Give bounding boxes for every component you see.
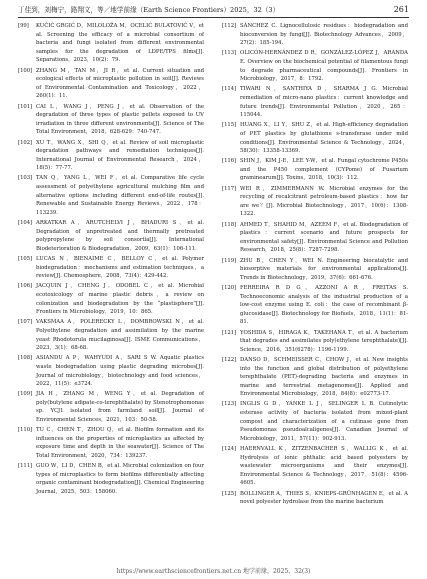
reference-text: ARKATKAR A，ARUTCHELVI J，BHADURI S，et al. Degradation of unpretreated and thermally pretreated polypropylene by soil consortia[J]. International Biodeterioration & Biodegradation，2009，63(1)：106-111. xyxy=(36,220,204,252)
reference-text: TIWARI N，SANTHIYA D，SHARMA J G. Microbial remediation of micro-nano plastics：current knowledge and future trends[J]. Environmental Pollution，2020，265：115044. xyxy=(240,86,408,119)
running-header-citation: 丁佳到，刘梅宁，路翔文，等／地学前缘（Earth Science Frontiers）2025，32（3） xyxy=(18,6,280,14)
left-reference-column xyxy=(18,22,204,498)
reference-entry xyxy=(18,426,204,460)
reference-entry xyxy=(18,255,204,281)
reference-number: [115] xyxy=(222,122,237,129)
reference-number: [125] xyxy=(222,490,237,497)
reference-entry xyxy=(18,139,204,173)
page-number: 261 xyxy=(393,5,409,14)
reference-entry xyxy=(18,354,204,388)
reference-text: ZHU B，CHEN Y，WEI N. Engineering biocatalytic and biosorptive materials for environmental applications[J]. Trends in Biotechnology，2019，37(6)：661-676. xyxy=(240,257,408,281)
reference-number: [99] xyxy=(18,23,29,29)
reference-number: [124] xyxy=(222,446,237,453)
reference-number: [104] xyxy=(18,220,33,227)
reference-text: XU T，WANG X，SHI Q，et al. Review of soil microplastic degradation pathways and remediation techniques[J]. International Journal of Environmental Research，2024，18(5)：77-77. xyxy=(36,139,204,172)
reference-number: [105] xyxy=(18,256,33,262)
reference-number: [108] xyxy=(18,355,33,362)
page-footer: https://www.earthsciencefrontiers.net.cn 地学前缘，2025，32(3) xyxy=(116,568,311,575)
reference-text: AHMED T，SHAHID M，AZEEM F，et al. Biodegradation of plastics：current scenario and future prospects for environmental safety[J]. Environmental Science and Pollution Research，2018，25(8)：7287-7298. xyxy=(240,221,408,254)
running-header xyxy=(18,4,409,16)
reference-text: HUANG X，LI Y，SHU Z，et al. High-efficiency degradation of PET plastics by glutathione s-transferase under mild conditions[J]. Environmental Science & Technology，2024，58(30)：13358-13369. xyxy=(240,122,408,155)
reference-entry xyxy=(18,22,204,65)
reference-entry xyxy=(18,318,204,352)
reference-text: ASIANDU A P，WAHYUDI A，SARI S W. Aquatic plastics waste biodegradation using plastic degrading microbes[J]. Journal of microbiology，biotechnology and food sciences，2022，11(5)：e3724. xyxy=(36,355,204,388)
reference-number: [103] xyxy=(18,175,33,182)
reference-text: TAN Q，YANG L，WEI F，et al. Comparative life cycle assessment of polyethylene agricultural mulching film and alternative options including different end-of-life routes[J]. Renewable and Sustainable Energy Reviews，2022，178：113239. xyxy=(36,175,204,216)
reference-entry xyxy=(18,219,204,253)
reference-text: VAKSMAA A，POLERECKY L，DOMBROWSKI N，et al. Polyethylene degradation and assimilation by the marine yeast Rhodotorula mucilaginosa[J]. ISME Communications，2023，3(1)：68-68. xyxy=(36,319,204,352)
reference-text: DANSO D，SCHMEISSER C，CHOW J，et al. New insights into the function and global distribution of polyethylene terephthalate (PET)-degrading bacteria and enzymes in marine and terrestrial metagenomes[J]. Applied and Environmental Microbiology，2018，84(8)：e02773-17. xyxy=(240,356,408,398)
reference-entry xyxy=(222,490,408,507)
reference-entry xyxy=(222,356,408,399)
reference-number: [101] xyxy=(18,103,33,110)
reference-entry xyxy=(222,22,408,48)
reference-text: JACQUIN J，CHENG J，ODOBEL C，et al. Microbial ecotoxicology of marine plastic debris，a review on colonization and biodegradation by the “plastisphere”[J]. Frontiers in Microbiology，2019，10：865. xyxy=(36,283,204,316)
reference-number: [123] xyxy=(222,401,237,408)
reference-entry xyxy=(222,445,408,488)
reference-text: SHIN J，KIM J-E，LEE Y-W，et al. Fungal cytochrome P450s and the P450 complement (CYPome) of Fusarium graminearum[J]. Toxins，2018，10(3)：112. xyxy=(240,158,408,182)
reference-number: [112] xyxy=(222,23,237,29)
reference-number: [109] xyxy=(18,391,33,398)
reference-number: [111] xyxy=(18,463,33,470)
reference-text: SÁNCHEZ C. Lignocellulosic residues：biodegradation and bioconversion by fungi[J]. Biotechnology Advances，2009，27(2)：185-194. xyxy=(240,23,408,47)
reference-entry xyxy=(222,85,408,119)
reference-number: [114] xyxy=(222,86,237,93)
reference-number: [119] xyxy=(222,257,237,264)
reference-text: TU C，CHEN T，ZHOU Q，et al. Biofilm formation and its influences on the properties of microplastics as affected by exposure time and depth in the seawater[J]. Science of The Total Environment，2020，734：139237. xyxy=(36,427,204,460)
reference-number: [102] xyxy=(18,139,33,146)
reference-number: [100] xyxy=(18,67,33,74)
reference-number: [121] xyxy=(222,329,237,336)
reference-text: GUO W，LI D，CHEN B，et al. Microbial colonization on four types of microplastics to form biofilms differentially affecting organic contaminant biodegradation[J]. Chemical Engineering Journal，2025，503：158060. xyxy=(36,463,204,495)
reference-number: [122] xyxy=(222,356,237,363)
reference-text: CAI L，WANG J，PENG J，et al. Observation of the degradation of three types of plastic pellets exposed to UV irradiation in three different environments[J]. Science of The Total Environment，2018，628-629：740-747. xyxy=(36,103,204,136)
reference-entry xyxy=(222,257,408,283)
reference-entry xyxy=(222,185,408,219)
reference-entry xyxy=(18,282,204,316)
reference-number: [107] xyxy=(18,319,33,326)
reference-text: HAERNVALL K，ZITZENBACHER S，WALLIG K，et al. Hydrolysis of ionic phthalic acid based polyesters by wastewater microorganisms and their enzymes[J]. Environmental Science & Technology，2017，51(8)：4596-4605. xyxy=(240,446,408,487)
reference-entry xyxy=(18,390,204,424)
reference-entry xyxy=(222,121,408,155)
reference-text: YOSHIDA S，HIRAGA K，TAKEHANA T，et al. A bacterium that degrades and assimilates poly(ethylene terephthalate)[J]. Science，2016，351(6278)：1196-1199. xyxy=(240,329,408,353)
reference-text: WEI R，ZIMMERMANN W. Microbial enzymes for the recycling of recalcitrant petroleum-based plastics：how far are we？[J]. Microbial Biotechnology，2017，10(6)：1308-1322. xyxy=(240,185,408,218)
reference-number: [118] xyxy=(222,221,237,228)
reference-entry xyxy=(18,67,204,101)
reference-number: [116] xyxy=(222,158,237,165)
reference-entry xyxy=(222,49,408,83)
reference-entry xyxy=(18,462,204,496)
reference-number: [120] xyxy=(222,284,237,291)
header-rule xyxy=(18,17,409,18)
reference-entry xyxy=(222,329,408,355)
reference-text: FERREIRA R D G，AZZONI A R，FREITAS S. Technoeconomic analysis of the industrial production of a low-cost enzyme using E. coli：the case of recombinant β-glucosidase[J]. Biotechnology for Biofuels，2018，11(1)：81-81. xyxy=(240,284,408,326)
reference-entry xyxy=(18,174,204,217)
reference-text: ZHANG M，TAN M，JI R，et al. Current situation and ecological effects of microplastic pollution in soil[J]. Reviews of Environmental Contamination and Toxicology，2022，260(1)：11. xyxy=(36,67,204,100)
right-reference-column xyxy=(222,22,408,508)
reference-number: [117] xyxy=(222,185,237,192)
reference-text: LUCAS N，BIENAIME C，BELLOY C，et al. Polymer biodegradation：mechanisms and estimation techniques，a review[J]. Chemosphere，2008，73(4)：429-442. xyxy=(36,256,204,280)
reference-entry xyxy=(222,284,408,327)
reference-text: OLICÓN-HERNÁNDEZ D R，GONZÁLEZ-LÓPEZ J，ARANDA E. Overview on the biochemical potential of filamentous fungi to degrade pharmaceutical compounds[J]. Frontiers in Microbiology，2017，8：1792. xyxy=(240,50,408,83)
reference-number: [113] xyxy=(222,50,237,57)
reference-text: BOLLINGER A，THIES S，KNIEPS-GRÜNHAGEN E，et al. A novel polyester hydrolase from the marine bacterium xyxy=(240,490,408,506)
reference-entry xyxy=(222,157,408,183)
reference-number: [106] xyxy=(18,283,33,290)
reference-text: INGLIS G D，YANKE L J，SELINGER L B. Cutinolytic esterase activity of bacteria isolated from mixed-plant compost and characterization of a cutinase gene from Pseudomonas pseudoalcaligenes[J]. Canadian Journal of Microbiology，2011，57(11)：902-913. xyxy=(240,401,408,442)
reference-entry xyxy=(222,221,408,255)
reference-entry xyxy=(222,400,408,443)
reference-text: KUČIĆ GRGIĆ D，MILOLOŽA M，OCELIĆ BULATOVIĆ V，et al. Screening the efficacy of a microbial consortium of bacteria and fungi isolated from different environmental samples for the degradation of LDPE/TPS films[J]. Separations，2023，10(2)：79. xyxy=(36,23,204,64)
reference-number: [110] xyxy=(18,427,33,434)
reference-text: JIA H，ZHANG M，WENG Y，et al. Degradation of poly(butylene adipate-co-terephthalate) by Stenotrophomonas sp. YCJ1 isolated from farmland soil[J]. Journal of Environmental Sciences，2021，103：50-58. xyxy=(36,391,204,424)
reference-entry xyxy=(18,103,204,137)
